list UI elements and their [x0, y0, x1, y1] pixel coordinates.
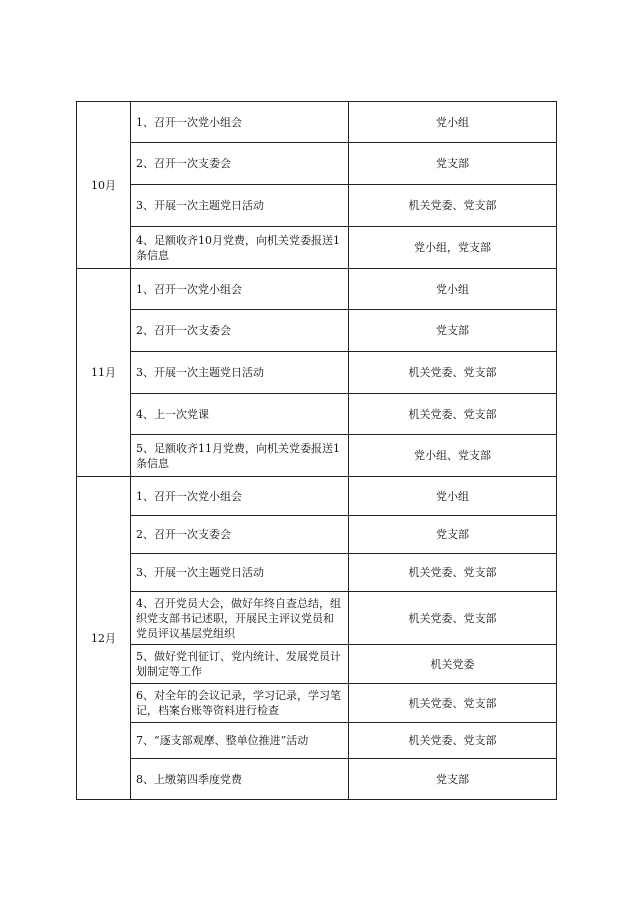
responsible-cell: 机关党委、党支部: [349, 723, 557, 759]
responsible-cell: 党支部: [349, 143, 557, 185]
responsible-cell: 党小组，党支部: [349, 227, 557, 269]
table-row: [77, 723, 557, 759]
task-cell: 1、召开一次党小组会: [131, 269, 349, 310]
task-cell: 3、开展一次主题党日活动: [131, 352, 349, 394]
responsible-cell: 机关党委: [349, 645, 557, 684]
table-row: [77, 185, 557, 227]
work-plan-table: [76, 101, 557, 800]
task-cell: 3、开展一次主题党日活动: [131, 554, 349, 592]
table-row: [77, 310, 557, 352]
table-row: [77, 269, 557, 310]
responsible-cell: 党小组: [349, 269, 557, 310]
responsible-cell: 党支部: [349, 516, 557, 554]
month-cell: 10月: [77, 102, 131, 269]
task-cell: 1、召开一次党小组会: [131, 102, 349, 143]
table-row: [77, 477, 557, 516]
task-cell: 4、足额收齐10月党费，向机关党委报送1条信息: [131, 227, 349, 269]
task-cell: 2、召开一次支委会: [131, 310, 349, 352]
responsible-cell: 机关党委、党支部: [349, 592, 557, 645]
responsible-cell: 党小组、党支部: [349, 435, 557, 477]
month-cell: 12月: [77, 477, 131, 800]
task-cell: 4、召开党员大会，做好年终自查总结，组织党支部书记述职，开展民主评议党员和党员评议基层党组织: [131, 592, 349, 645]
responsible-cell: 机关党委、党支部: [349, 394, 557, 435]
table-row: [77, 554, 557, 592]
table-row: [77, 227, 557, 269]
task-cell: 5、做好党刊征订、党内统计、发展党员计划制定等工作: [131, 645, 349, 684]
table-row: [77, 645, 557, 684]
task-cell: 6、对全年的会议记录，学习记录，学习笔记，档案台账等资料进行检查: [131, 684, 349, 723]
task-cell: 2、召开一次支委会: [131, 143, 349, 185]
task-cell: 3、开展一次主题党日活动: [131, 185, 349, 227]
responsible-cell: 机关党委、党支部: [349, 684, 557, 723]
task-cell: 1、召开一次党小组会: [131, 477, 349, 516]
responsible-cell: 机关党委、党支部: [349, 352, 557, 394]
task-cell: 8、上缴第四季度党费: [131, 759, 349, 800]
table-row: [77, 516, 557, 554]
table-row: [77, 435, 557, 477]
month-cell: 11月: [77, 269, 131, 477]
table-row: [77, 143, 557, 185]
table-row: [77, 394, 557, 435]
responsible-cell: 党支部: [349, 759, 557, 800]
task-cell: 7、“逐支部观摩、整单位推进”活动: [131, 723, 349, 759]
responsible-cell: 机关党委、党支部: [349, 185, 557, 227]
task-cell: 5、足额收齐11月党费，向机关党委报送1条信息: [131, 435, 349, 477]
responsible-cell: 党支部: [349, 310, 557, 352]
responsible-cell: 机关党委、党支部: [349, 554, 557, 592]
table-row: [77, 684, 557, 723]
table-row: [77, 352, 557, 394]
responsible-cell: 党小组: [349, 102, 557, 143]
task-cell: 2、召开一次支委会: [131, 516, 349, 554]
table-row: [77, 759, 557, 800]
table-row: [77, 102, 557, 143]
responsible-cell: 党小组: [349, 477, 557, 516]
work-plan-table-body: [77, 102, 557, 800]
task-cell: 4、上一次党课: [131, 394, 349, 435]
table-row: [77, 592, 557, 645]
